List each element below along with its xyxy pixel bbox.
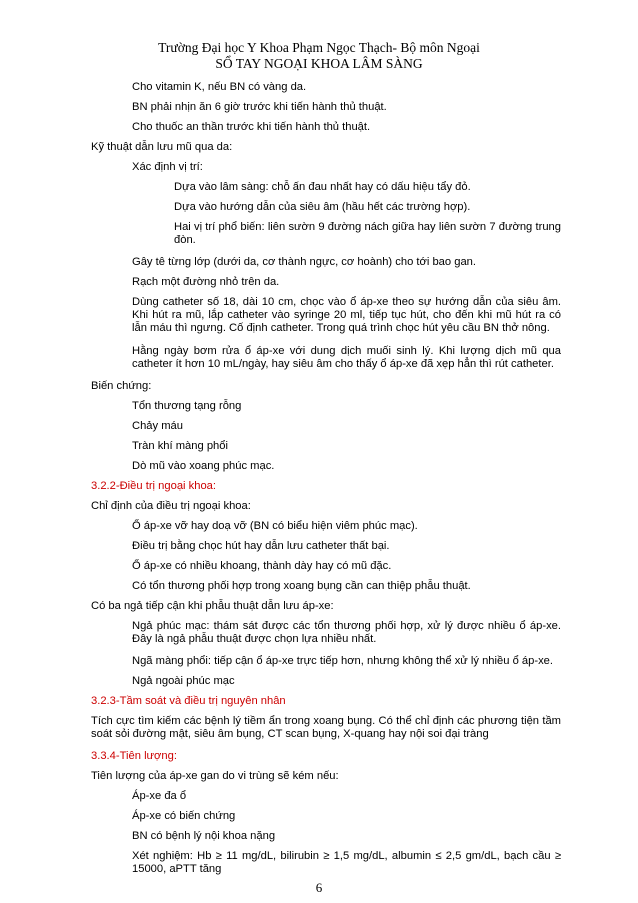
- paragraph: Dựa vào lâm sàng: chỗ ấn đau nhất hay có dấu hiệu tẩy đỏ.: [174, 181, 471, 193]
- paragraph: Điều trị bằng chọc hút hay dẫn lưu catheter thất bại.: [132, 540, 390, 552]
- paragraph: Tích cực tìm kiếm các bệnh lý tiềm ẩn trong xoang bụng. Có thể chỉ định các phương tiện tầm soát sỏi đường mật, siêu âm bụng, CT scan bụng, X-quang hay nội soi đại tràng: [91, 715, 561, 740]
- paragraph: Hai vị trí phổ biến: liên sườn 9 đường nách giữa hay liên sườn 7 đường trung đòn.: [174, 221, 561, 246]
- paragraph: Ổ áp-xe có nhiều khoang, thành dày hay có mũ đặc.: [132, 560, 392, 572]
- paragraph: Tràn khí màng phổi: [132, 440, 228, 452]
- section-label: Biến chứng:: [91, 380, 152, 392]
- section-label: Tiên lượng của áp-xe gan do vi trùng sẽ kém nếu:: [91, 770, 339, 782]
- paragraph: Cho vitamin K, nếu BN có vàng da.: [132, 81, 307, 93]
- section-heading: 3.2.2-Điều trị ngoại khoa:: [91, 480, 217, 492]
- paragraph: Xác định vị trí:: [132, 161, 203, 173]
- paragraph: Dùng catheter số 18, dài 10 cm, chọc vào ổ áp-xe theo sự hướng dẫn của siêu âm. Khi hút ra mũ, lắp catheter vào syringe 20 ml, tiếp tục hút, cho đến khi mũ hút ra có lẫn máu thì ngưng. Cố định catheter. Trong quá trình chọc hút yêu cầu BN thở nông.: [132, 296, 561, 334]
- paragraph: Dò mũ vào xoang phúc mạc.: [132, 460, 275, 472]
- page-number: 6: [315, 880, 323, 895]
- running-header-institution: Trường Đại học Y Khoa Phạm Ngọc Thạch- Bộ môn Ngoại: [158, 40, 480, 55]
- section-label: Chỉ định của điều trị ngoại khoa:: [91, 500, 251, 512]
- section-label: Kỹ thuật dẫn lưu mũ qua da:: [91, 141, 233, 153]
- section-label: Có ba ngả tiếp cận khi phẫu thuật dẫn lưu áp-xe:: [91, 600, 334, 612]
- paragraph: BN có bệnh lý nội khoa nặng: [132, 830, 276, 842]
- paragraph: Áp-xe đa ổ: [132, 790, 187, 802]
- paragraph: Áp-xe có biến chứng: [132, 810, 236, 822]
- paragraph: Gây tê từng lớp (dưới da, cơ thành ngực, cơ hoành) cho tới bao gan.: [132, 256, 476, 268]
- paragraph: BN phải nhịn ăn 6 giờ trước khi tiến hành thủ thuật.: [132, 101, 387, 113]
- running-header-title: SỔ TAY NGOẠI KHOA LÂM SÀNG: [215, 56, 423, 71]
- paragraph: Cho thuốc an thần trước khi tiến hành thủ thuật.: [132, 121, 371, 133]
- paragraph: Dựa vào hướng dẫn của siêu âm (hầu hết các trường hợp).: [174, 201, 471, 213]
- paragraph: Ngã màng phổi: tiếp cận ổ áp-xe trực tiếp hơn, nhưng không thể xử lý nhiều ổ áp-xe.: [132, 655, 553, 667]
- section-heading: 3.2.3-Tầm soát và điều trị nguyên nhân: [91, 695, 286, 707]
- paragraph: Rạch một đường nhỏ trên da.: [132, 276, 280, 288]
- paragraph: Chảy máu: [132, 420, 183, 432]
- paragraph: Có tổn thương phối hợp trong xoang bụng cần can thiệp phẫu thuật.: [132, 580, 471, 592]
- paragraph: Ổ áp-xe vỡ hay doạ vỡ (BN có biểu hiện viêm phúc mạc).: [132, 520, 418, 532]
- section-heading: 3.3.4-Tiên lượng:: [91, 750, 177, 762]
- paragraph: Hằng ngày bơm rửa ổ áp-xe với dung dịch muối sinh lý. Khi lượng dịch mũ qua catheter ít hơn 10 mL/ngày, hay siêu âm cho thấy ổ áp-xe đã xẹp hẳn thì rút catheter.: [132, 345, 561, 370]
- paragraph: Tổn thương tạng rỗng: [132, 400, 242, 412]
- paragraph: Ngả phúc mạc: thám sát được các tổn thương phối hợp, xử lý được nhiều ổ áp-xe. Đây là ngả phẫu thuật được chọn lựa nhiều nhất.: [132, 620, 561, 645]
- paragraph: Xét nghiệm: Hb ≥ 11 mg/dL, bilirubin ≥ 1,5 mg/dL, albumin ≤ 2,5 gm/dL, bạch cầu ≥ 15000, aPTT tăng: [132, 850, 561, 875]
- paragraph: Ngả ngoài phúc mạc: [132, 675, 235, 687]
